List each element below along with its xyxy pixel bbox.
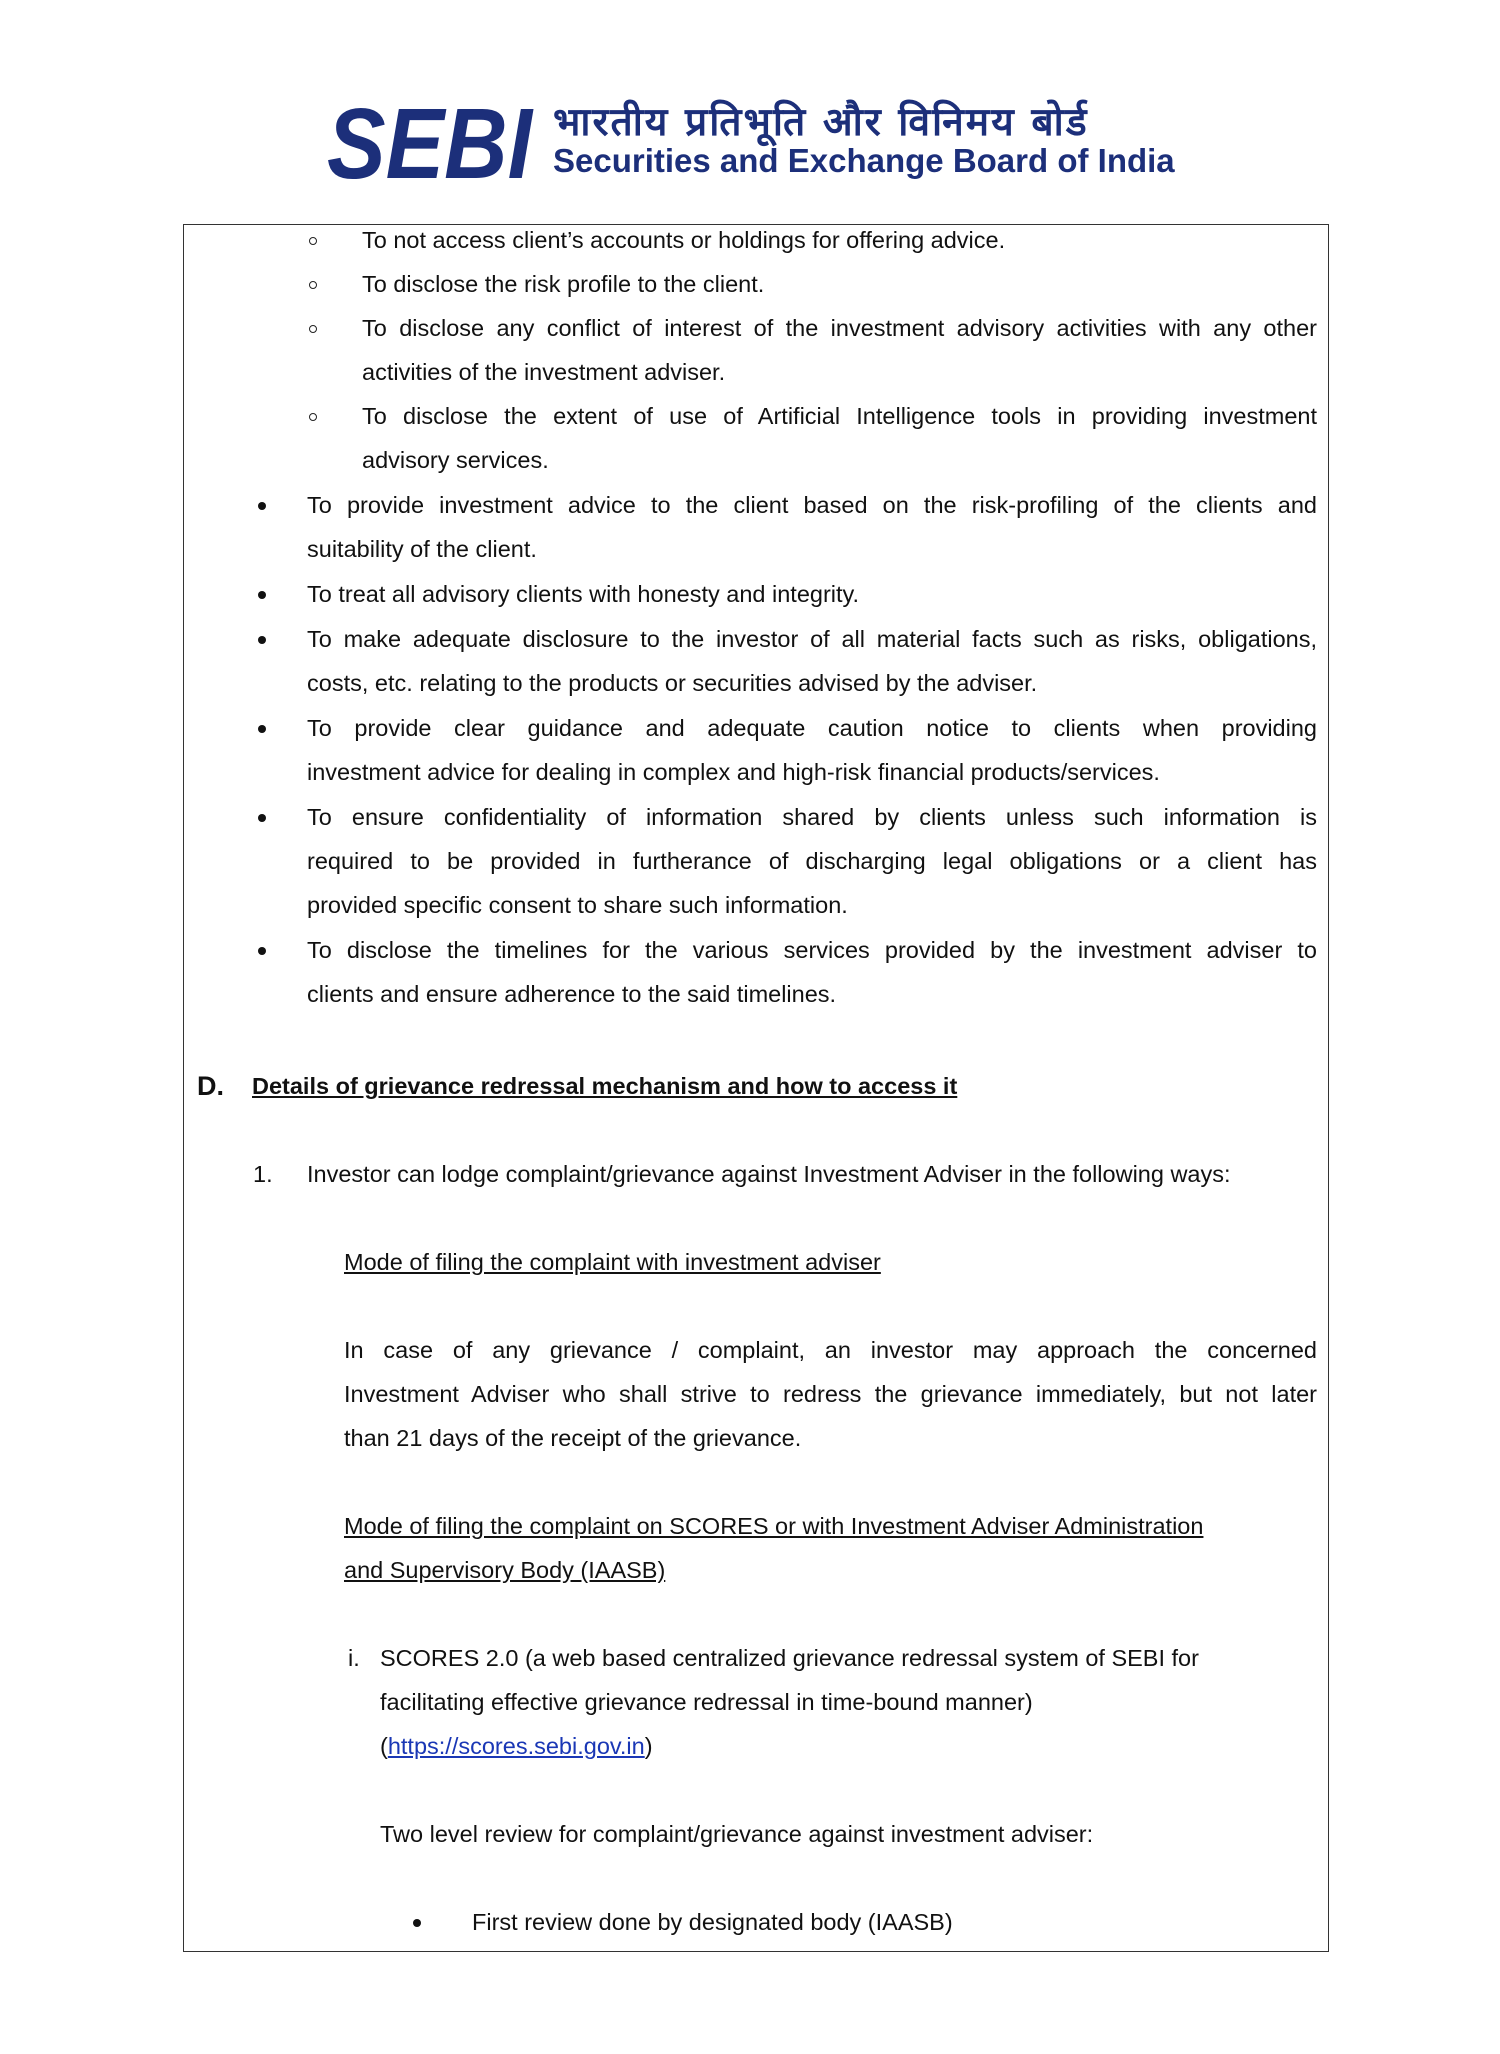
sub-item-4-line-2: advisory services.: [362, 447, 549, 473]
sub-item-1: To not access client’s accounts or holdings for offering advice.: [362, 227, 1006, 253]
logo-text: SEBI: [327, 92, 534, 186]
bullet-icon: [258, 947, 266, 955]
sub-item-4-line-1: To disclose the extent of use of Artificial Intelligence tools in providing investment: [362, 403, 1317, 429]
sub-item-3-line-1: To disclose any conflict of interest of the investment advisory activities with any other: [362, 315, 1317, 341]
bullet-5-line-1: To ensure confidentiality of information shared by clients unless such information is: [307, 804, 1317, 830]
mode-1-line-3: than 21 days of the receipt of the grievance.: [344, 1425, 802, 1451]
mode-1-heading: Mode of filing the complaint with investment adviser: [344, 1249, 881, 1275]
scores-line-1: SCORES 2.0 (a web based centralized grievance redressal system of SEBI for: [380, 1645, 1199, 1671]
review-first: First review done by designated body (IAASB): [472, 1909, 953, 1935]
bullet-4-line-2: investment advice for dealing in complex and high-risk financial products/services.: [307, 759, 1160, 785]
bullet-5-line-3: provided specific consent to share such information.: [307, 892, 848, 918]
sebi-header: [325, 92, 1185, 186]
bullet-2: To treat all advisory clients with honesty and integrity.: [307, 581, 860, 607]
scores-link-line: (https://scores.sebi.gov.in): [380, 1733, 653, 1759]
header-english-title: Securities and Exchange Board of India: [553, 142, 1175, 179]
bullet-1-line-2: suitability of the client.: [307, 536, 537, 562]
scores-number: i.: [348, 1645, 360, 1671]
sub-bullet-icon: [309, 237, 317, 245]
sub-item-2: To disclose the risk profile to the client.: [362, 271, 765, 297]
scores-line-2: facilitating effective grievance redressal in time-bound manner): [380, 1689, 1033, 1715]
bullet-4-line-1: To provide clear guidance and adequate caution notice to clients when providing: [307, 715, 1317, 741]
section-title: Details of grievance redressal mechanism and how to access it: [252, 1073, 958, 1099]
bullet-3-line-1: To make adequate disclosure to the investor of all material facts such as risks, obligations,: [307, 626, 1317, 652]
mode-1-line-1: In case of any grievance / complaint, an investor may approach the concerned: [344, 1337, 1317, 1363]
mode-1-line-2: Investment Adviser who shall strive to redress the grievance immediately, but not later: [344, 1381, 1317, 1407]
review-intro: Two level review for complaint/grievance against investment adviser:: [380, 1821, 1094, 1847]
bullet-icon: [258, 814, 266, 822]
bullet-5-line-2: required to be provided in furtherance of discharging legal obligations or a client has: [307, 848, 1317, 874]
bullet-icon: [258, 636, 266, 644]
section-letter: D.: [197, 1071, 224, 1101]
bullet-6-line-1: To disclose the timelines for the various services provided by the investment adviser to: [307, 937, 1317, 963]
bullet-6-line-2: clients and ensure adherence to the said timelines.: [307, 981, 837, 1007]
item-1-number: 1.: [253, 1161, 273, 1187]
sebi-logo: [325, 92, 540, 186]
scores-link[interactable]: https://scores.sebi.gov.in: [387, 1733, 645, 1759]
item-1-text: Investor can lodge complaint/grievance against Investment Adviser in the following ways:: [307, 1161, 1231, 1187]
bullet-1-line-1: To provide investment advice to the client based on the risk-profiling of the clients and: [307, 492, 1317, 518]
bullet-icon: [413, 1919, 421, 1927]
bullet-3-line-2: costs, etc. relating to the products or securities advised by the adviser.: [307, 670, 1038, 696]
sub-bullet-icon: [309, 281, 317, 289]
sub-bullet-icon: [309, 325, 317, 333]
bullet-icon: [258, 502, 266, 510]
header-hindi-title: भारतीय प्रतिभूति और विनिमय बोर्ड: [553, 100, 1089, 145]
bullet-icon: [258, 591, 266, 599]
mode-2-heading-line-2: and Supervisory Body (IAASB): [344, 1557, 666, 1583]
bullet-icon: [258, 725, 266, 733]
mode-2-heading-line-1: Mode of filing the complaint on SCORES or with Investment Adviser Administration: [344, 1513, 1204, 1539]
sub-bullet-icon: [309, 413, 317, 421]
sub-item-3-line-2: activities of the investment adviser.: [362, 359, 726, 385]
